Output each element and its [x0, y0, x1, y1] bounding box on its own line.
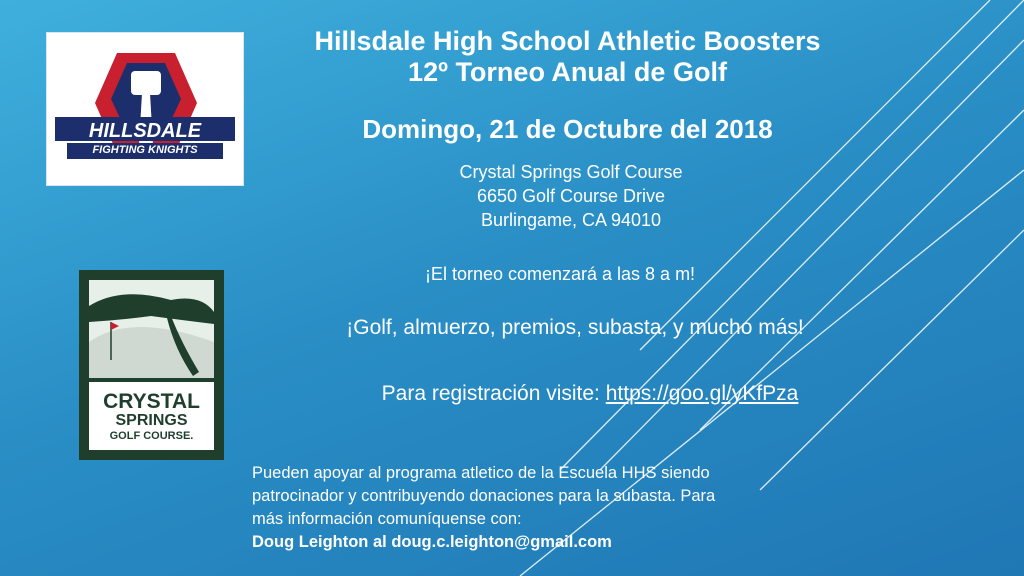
crystal-logo-line1: CRYSTAL — [103, 390, 200, 413]
venue-address — [400, 160, 742, 232]
hillsdale-logo-text: HILLSDALE — [88, 120, 202, 142]
support-line3: más información comuníquense con: — [252, 510, 522, 528]
crystal-logo-line2: SPRINGS — [115, 412, 188, 429]
support-contact: Doug Leighton al doug.c.leighton@gmail.com — [252, 533, 612, 551]
venue-name: Crystal Springs Golf Course — [459, 162, 683, 182]
event-title-line1: Hillsdale High School Athletic Boosters — [314, 26, 821, 56]
crystal-logo-line3: GOLF COURSE. — [109, 430, 194, 442]
registration-label: Para registración visite: — [381, 382, 606, 405]
hillsdale-logo — [46, 32, 244, 186]
knight-icon — [47, 33, 243, 185]
tagline: ¡Golf, almuerzo, premios, subasta, y mucho más! — [346, 316, 804, 339]
event-title — [250, 26, 885, 88]
start-time: ¡El torneo comenzará a las 8 a m! — [424, 264, 696, 284]
support-line2: patrocinador y contribuyendo donaciones para la subasta. Para — [252, 487, 716, 505]
registration-link[interactable]: https://goo.gl/yKfPza — [605, 382, 799, 405]
venue-city: Burlingame, CA 94010 — [480, 210, 662, 230]
hillsdale-logo-subtext: FIGHTING KNIGHTS — [92, 144, 198, 156]
event-date: Domingo, 21 de Octubre del 2018 — [362, 114, 773, 144]
support-text — [252, 462, 892, 554]
support-line1: Pueden apoyar al programa atletico de la Escuela HHS siendo — [252, 464, 710, 482]
venue-street: 6650 Golf Course Drive — [476, 186, 666, 206]
registration — [250, 382, 930, 406]
event-title-line2: 12º Torneo Anual de Golf — [408, 57, 727, 87]
crystal-springs-logo — [79, 270, 224, 460]
